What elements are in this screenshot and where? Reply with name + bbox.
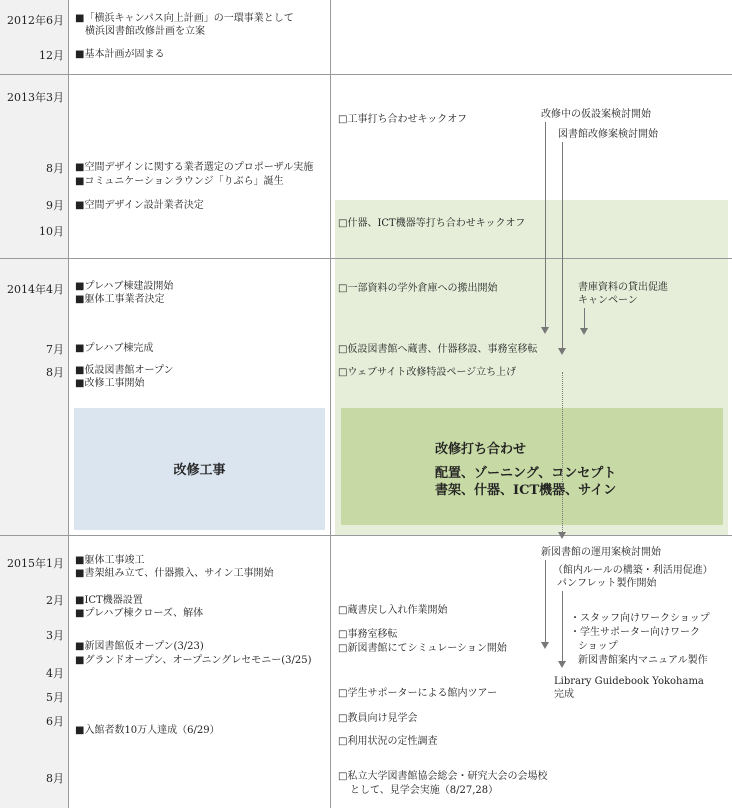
arrow-line <box>545 560 546 642</box>
left-event: ■躯体工事竣工 <box>75 555 145 566</box>
note: ・スタッフ向けワークショップ <box>570 613 710 624</box>
date-label: 2014年4月 <box>7 283 64 296</box>
left-event: ■新図書館仮オープン(3/23) <box>75 641 204 652</box>
arrow-down-icon <box>558 532 566 539</box>
note: 図書館改修案検討開始 <box>558 129 658 140</box>
left-event: ■躯体工事業者決定 <box>75 294 165 305</box>
left-event: ■プレハブ棟クローズ、解体 <box>75 608 204 619</box>
date-label: 2月 <box>46 594 64 607</box>
date-label: 8月 <box>46 772 64 785</box>
meeting-line: 配置、ゾーニング、コンセプト <box>435 466 617 481</box>
left-event: ■仮設図書館オープン <box>75 365 174 376</box>
year-divider-2013 <box>0 74 732 75</box>
right-event: □事務室移転 <box>338 629 398 640</box>
date-label: 3月 <box>46 629 64 642</box>
note: 書庫資料の貸出促進 <box>578 282 668 293</box>
divider-date <box>68 0 69 808</box>
left-event: ■基本計画が固まる <box>75 49 165 60</box>
date-label: 12月 <box>39 49 64 62</box>
arrow-line <box>562 591 563 661</box>
note: 改修中の仮設案検討開始 <box>541 109 651 120</box>
left-event: ■コミュニケーションラウンジ「りぶら」誕生 <box>75 176 284 187</box>
arrow-line <box>584 308 585 328</box>
arrow-line <box>545 122 546 327</box>
divider-middle <box>330 0 331 808</box>
date-label: 4月 <box>46 667 64 680</box>
date-label: 8月 <box>46 162 64 175</box>
date-label: 2015年1月 <box>7 557 64 570</box>
arrow-down-icon <box>558 661 566 668</box>
right-event: □教員向け見学会 <box>338 713 418 724</box>
date-label: 8月 <box>46 366 64 379</box>
right-event: として、見学会実施（8/27,28） <box>350 785 499 796</box>
meeting-line: 書架、什器、ICT機器、サイン <box>435 483 617 498</box>
right-event: □什器、ICT機器等打ち合わせキックオフ <box>338 218 526 229</box>
note: 新図書館案内マニュアル製作 <box>578 655 708 666</box>
date-column <box>0 0 68 808</box>
left-event: ■プレハブ棟建設開始 <box>75 281 174 292</box>
left-event: ■空間デザインに関する業者選定のプロポーザル実施 <box>75 162 314 173</box>
left-event: 横浜図書館改修計画を立案 <box>85 26 205 37</box>
note: 新図書館の運用案検討開始 <box>541 547 661 558</box>
date-label: 5月 <box>46 691 64 704</box>
right-event: □学生サポーターによる館内ツアー <box>338 688 498 699</box>
right-event: □私立大学図書館協会総会・研究大会の会場校 <box>338 771 548 782</box>
arrow-down-icon <box>558 348 566 355</box>
date-label: 6月 <box>46 715 64 728</box>
note: 完成 <box>554 689 574 700</box>
left-event: ■プレハブ棟完成 <box>75 343 154 354</box>
meeting-title: 改修打ち合わせ <box>435 442 527 457</box>
left-event: ■書架組み立て、什器搬入、サイン工事開始 <box>75 568 274 579</box>
left-event: ■入館者数10万人達成（6/29） <box>75 725 220 736</box>
note: キャンペーン <box>578 295 638 306</box>
date-label: 10月 <box>39 225 64 238</box>
right-event: □工事打ち合わせキックオフ <box>338 114 467 125</box>
right-event: □利用状況の定性調査 <box>338 736 438 747</box>
arrow-down-icon <box>541 327 549 334</box>
right-event: □ウェブサイト改修特設ページ立ち上げ <box>338 367 517 378</box>
note: ショップ <box>578 641 618 652</box>
note: （館内ルールの構築・利活用促進） <box>553 565 713 576</box>
right-event: □一部資料の学外倉庫への搬出開始 <box>338 283 498 294</box>
note: パンフレット製作開始 <box>557 578 657 589</box>
right-event: □仮設図書館へ蔵書、什器移設、事務室移転 <box>338 344 538 355</box>
arrow-dotted-line <box>562 372 563 532</box>
date-label: 2013年3月 <box>7 91 64 104</box>
left-event: ■改修工事開始 <box>75 378 145 389</box>
right-event: □新図書館にてシミュレーション開始 <box>338 643 507 654</box>
left-event: ■「横浜キャンパス向上計画」の一環事業として <box>75 13 294 24</box>
date-label: 2012年6月 <box>7 14 64 27</box>
date-label: 9月 <box>46 199 64 212</box>
left-event: ■空間デザイン設計業者決定 <box>75 200 204 211</box>
right-event: □蔵書戻し入れ作業開始 <box>338 605 448 616</box>
construction-label: 改修工事 <box>173 463 226 478</box>
arrow-line <box>562 142 563 348</box>
arrow-down-icon <box>541 642 549 649</box>
date-label: 7月 <box>46 343 64 356</box>
left-event: ■グランドオープン、オープニングレセモニー(3/25) <box>75 655 312 666</box>
note: Library Guidebook Yokohama <box>554 676 704 687</box>
left-event: ■ICT機器設置 <box>75 595 143 606</box>
year-divider-2015 <box>0 535 732 536</box>
note: ・学生サポーター向けワーク <box>570 627 700 638</box>
arrow-down-icon <box>580 328 588 335</box>
year-divider-2014 <box>0 258 732 259</box>
